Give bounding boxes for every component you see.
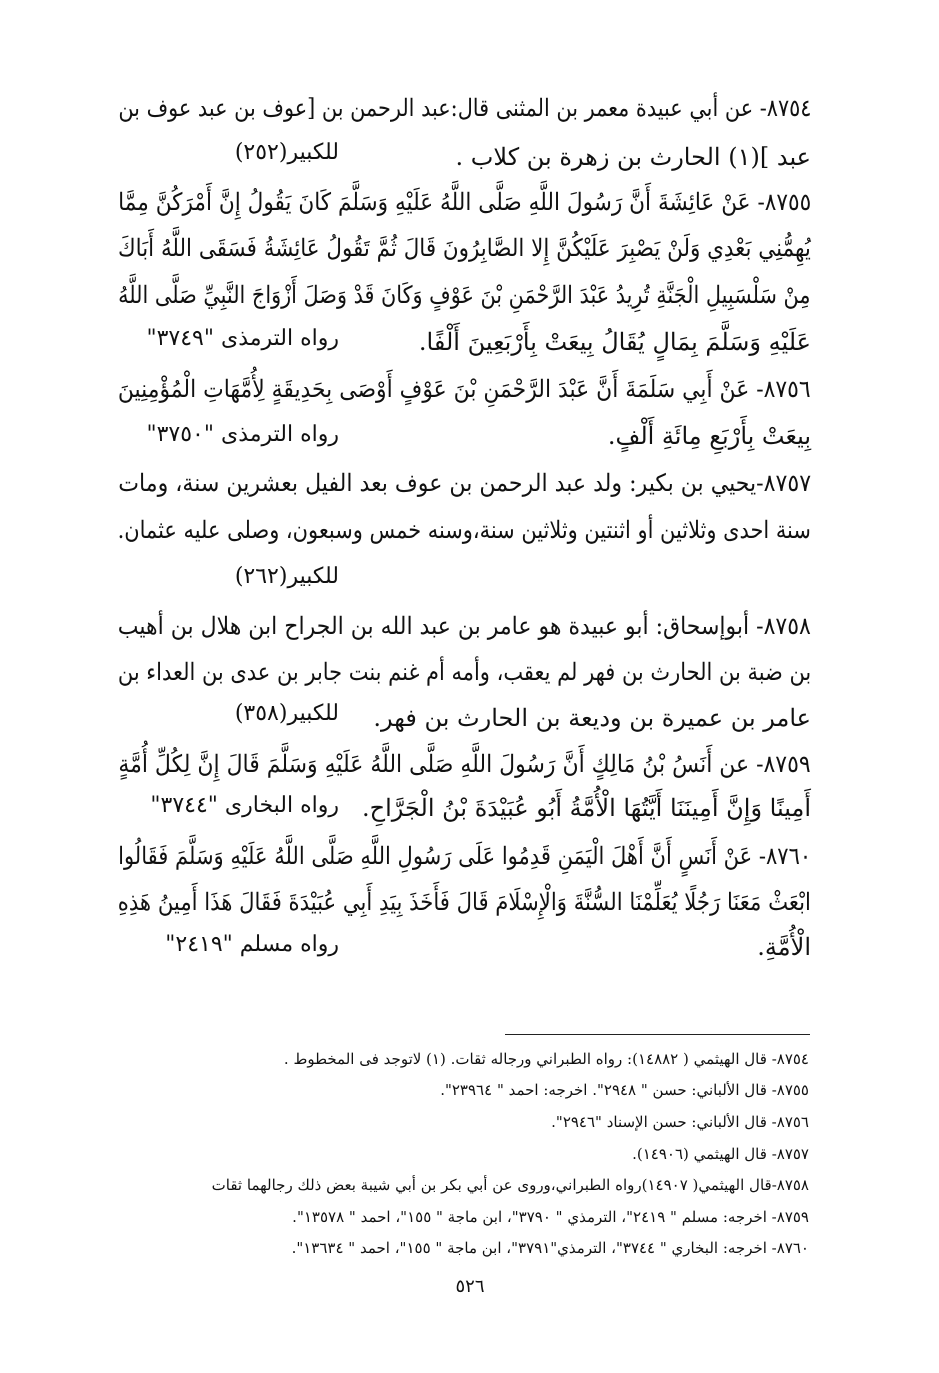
entry-8756-line-2: بِيعَتْ بِأَرْبَعِ مِائَةِ أَلْفٍ.	[607, 422, 811, 450]
entry-8759-source: رواه البخارى "٣٧٤٤"	[150, 793, 339, 818]
entry-8754-line-2: عبد ](١) الحارث بن زهرة بن كلاب .	[455, 143, 811, 171]
entry-8756-source: رواه الترمذى "٣٧٥٠"	[146, 422, 339, 447]
page-number: ٥٢٦	[455, 1276, 485, 1297]
entry-8757-source: للكبير(٢٦٢)	[234, 564, 339, 589]
entry-8758-line-3: عامر بن عميرة بن وديعة بن الحارث بن فهر.	[373, 704, 811, 732]
entry-8754-line-1: ٨٧٥٤- عن أبي عبيدة معمر بن المثنى قال:عبد الرحمن بن [عوف بن عبد عوف بن	[117, 94, 811, 122]
footnote-8757: ٨٧٥٧- قال الهيثمي (١٤٩٠٦).	[632, 1145, 809, 1163]
footnote-8756: ٨٧٥٦- قال الألباني: حسن الإسناد "٢٩٤٦".	[551, 1113, 809, 1131]
entry-8758-line-1: ٨٧٥٨- أبوإسحاق: أبو عبيدة هو عامر بن عبد الله بن الجراح ابن هلال بن أهيب	[117, 612, 811, 640]
entry-8758-source: للكبير(٣٥٨)	[234, 701, 339, 726]
footnote-8754: ٨٧٥٤- قال الهيثمي ( ١٤٨٨٢): رواه الطبراني ورجاله ثقات. (١) لاتوجد فى المخطوط .	[283, 1050, 809, 1068]
entry-8757-line-1: ٨٧٥٧-يحيي بن بكير: ولد عبد الرحمن بن عوف بعد الفيل بعشرين سنة، ومات	[118, 469, 811, 497]
footnote-separator	[505, 1034, 810, 1035]
entry-8755-line-4: عَلَيْهِ وَسَلَّمَ بِمَالٍ يُقَالُ بِيعَتْ بِأَرْبَعِينَ أَلْفًا.	[418, 328, 811, 356]
entry-8760-line-3: الْأُمَّةِ.	[757, 933, 811, 961]
entry-8755-line-3: مِنْ سَلْسَبِيلِ الْجَنَّةِ تُرِيدُ عَبْدَ الرَّحْمَنِ بْنَ عَوْفٍ وَكَانَ قَدْ وَصَلَ أَزْوَاجَ النَّبِيِّ صَلَّى اللَّهُ	[118, 281, 811, 309]
entry-8757-line-2: سنة احدى وثلاثين أو اثنتين وثلاثين سنة،وسنه خمس وسبعون، وصلى عليه عثمان.	[117, 516, 811, 544]
entry-8755-source: رواه الترمذى "٣٧٤٩"	[146, 326, 339, 351]
footnote-8759: ٨٧٥٩- اخرجه: مسلم " ٢٤١٩"، الترمذي " ٣٧٩٠"، ابن ماجة " ١٥٥"، احمد " ١٣٥٧٨".	[292, 1208, 809, 1226]
entry-8755-line-2: يُهِمُّنِي بَعْدِي وَلَنْ يَصْبِرَ عَلَيْكُنَّ إِلا الصَّابِرُونَ قَالَ ثُمَّ تَقُولُ عَائِشَةُ فَسَقَى اللَّهُ أَبَاكَ	[118, 234, 811, 262]
entry-8754-source: للكبير(٢٥٢)	[234, 140, 339, 165]
entry-8760-line-2: ابْعَثْ مَعَنَا رَجُلًا يُعَلِّمْنَا السُّنَّةَ وَالْإِسْلَامَ قَالَ فَأَخَذَ بِيَدِ أَبِي عُبَيْدَةَ فَقَالَ هَذَا أَمِينُ هَذِهِ	[117, 888, 811, 916]
footnote-8760: ٨٧٦٠- اخرجه: البخاري " ٣٧٤٤"، الترمذي"٣٧٩١"، ابن ماجة " ١٥٥"، احمد " ١٣٦٣٤".	[291, 1239, 809, 1257]
entry-8760-source: رواه مسلم "٢٤١٩"	[165, 932, 339, 957]
entry-8756-line-1: ٨٧٥٦- عَنْ أَبِي سَلَمَةَ أَنَّ عَبْدَ الرَّحْمَنِ بْنَ عَوْفٍ أَوْصَى بِحَدِيقَةٍ لِأُمَّهَاتِ الْمُؤْمِنِينَ	[118, 375, 811, 403]
entry-8759-line-1: ٨٧٥٩- عن أَنَسُ بْنُ مَالِكٍ أَنَّ رَسُولَ اللَّهِ صَلَّى اللَّهُ عَلَيْهِ وَسَلَّمَ قَالَ إِنَّ لِكُلِّ أُمَّةٍ	[118, 750, 811, 778]
footnote-8755: ٨٧٥٥- قال الألباني: حسن " ٢٩٤٨". اخرجه: احمد " ٢٣٩٦٤".	[440, 1081, 809, 1099]
footnote-8758: ٨٧٥٨-قال الهيثمي( ١٤٩٠٧)رواه الطبراني،وروى عن أبي بكر بن أبي شيبة بعض ذلك رجالهما ثقات	[211, 1176, 809, 1194]
entry-8760-line-1: ٨٧٦٠- عَنْ أَنَسٍ أَنَّ أَهْلَ الْيَمَنِ قَدِمُوا عَلَى رَسُولِ اللَّهِ صَلَّى اللَّهُ عَلَيْهِ وَسَلَّمَ فَقَالُوا	[117, 842, 811, 870]
entry-8758-line-2: بن ضبة بن الحارث بن فهر لم يعقب، وأمه أم غنم بنت جابر بن عدى بن العداء بن	[117, 658, 811, 686]
entry-8759-line-2: أَمِينًا وَإِنَّ أَمِينَنَا أَيَّتُهَا الْأُمَّةُ أَبُو عُبَيْدَةَ بْنُ الْجَرَّاحِ.	[361, 794, 811, 822]
entry-8755-line-1: ٨٧٥٥- عَنْ عَائِشَةَ أَنَّ رَسُولَ اللَّهِ صَلَّى اللَّهُ عَلَيْهِ وَسَلَّمَ كَانَ يَقُولُ إِنَّ أَمْرَكُنَّ مِمَّا	[117, 188, 811, 216]
